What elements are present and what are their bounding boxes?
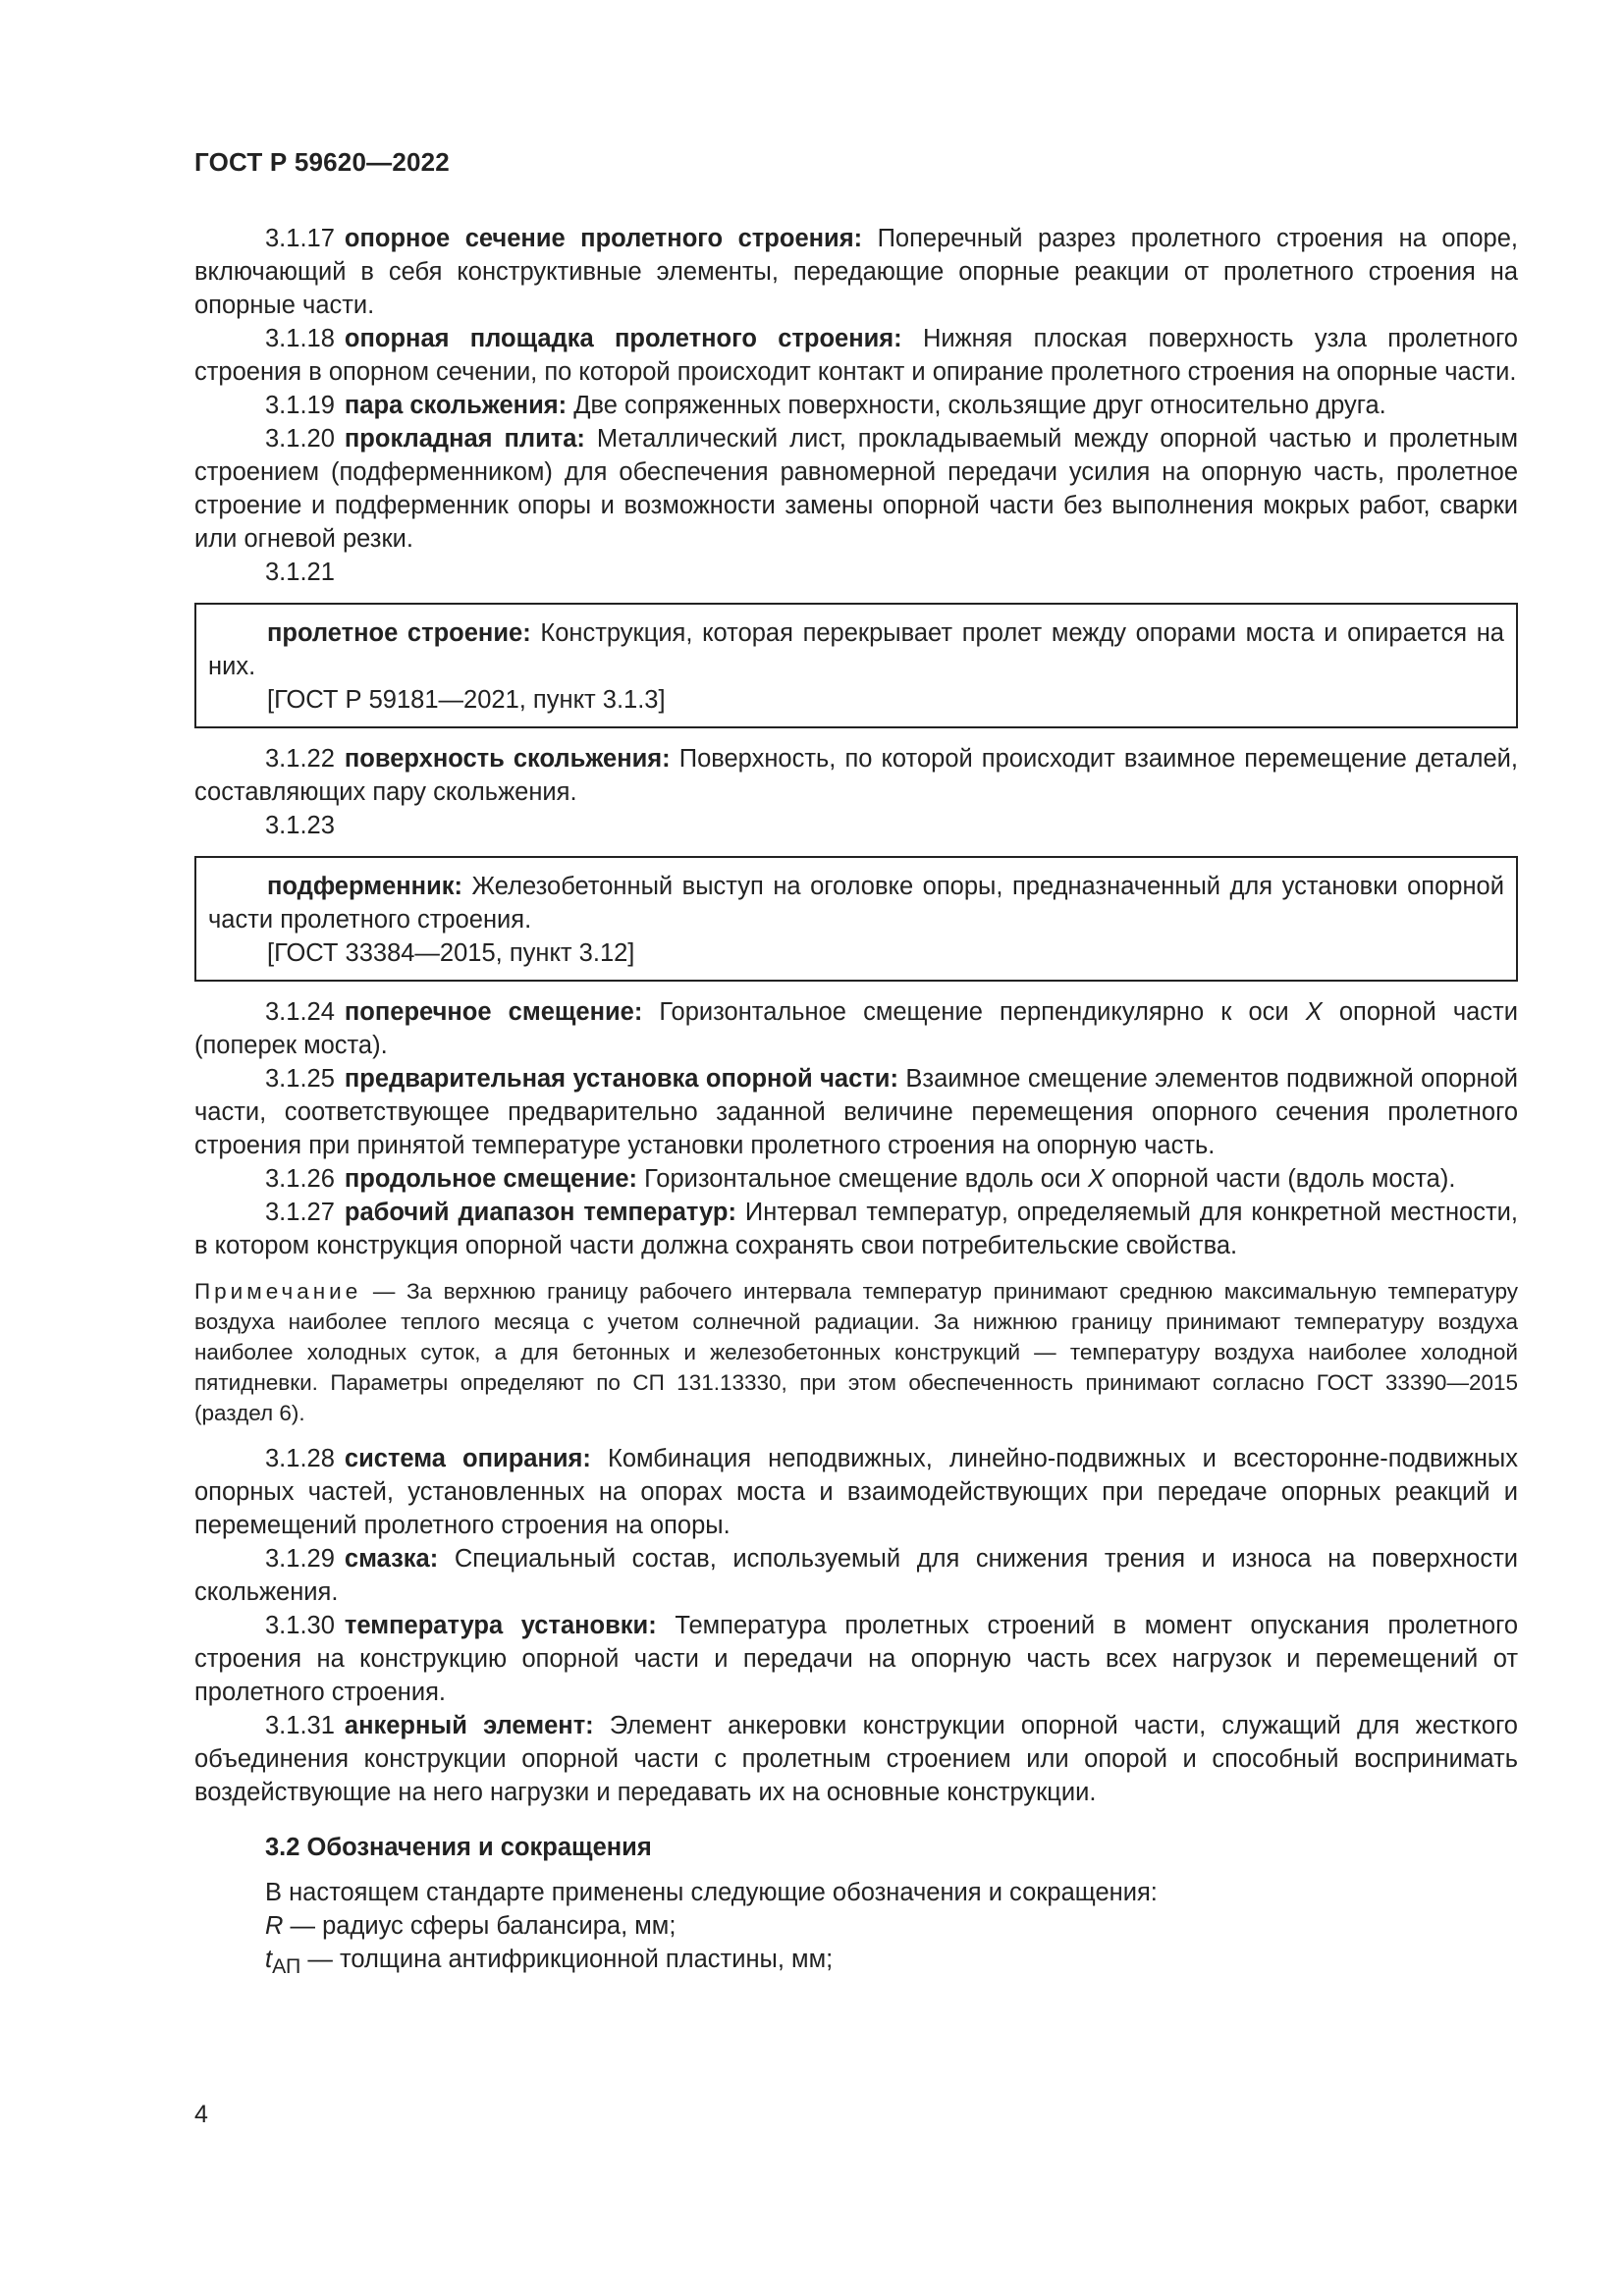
quoted-term: подферменник: Железобетонный выступ на оголовке опоры, предназначенный для установки опорной части пролетного строения. <box>208 873 1504 934</box>
quoted-term-box <box>194 603 1518 728</box>
term-entry: 3.1.30 температура установки: Температура пролетных строений в момент опускания пролетного строения на конструкцию опорной части и передачи на опорную часть всех нагрузок и перемещений от пролетного строения. <box>194 1612 1519 1706</box>
quoted-term-box <box>194 856 1518 982</box>
term-number: 3.1.21 <box>265 559 335 586</box>
term-number: 3.1.23 <box>265 812 335 839</box>
symbol-entry: R — радиус сферы балансира, мм; <box>265 1912 677 1940</box>
term-source: [ГОСТ 33384—2015, пункт 3.12] <box>267 939 635 967</box>
note-label: Примечание <box>194 1279 362 1304</box>
section-heading: 3.2 Обозначения и сокращения <box>265 1834 652 1861</box>
note-text: — За верхнюю границу рабочего интервала температур принимают среднюю максимальную температуру воздуха наиболее теплого месяца с учетом солнечной радиации. За нижнюю границу принимают температуру воздуха наиболее холодных суток, а для бетонных и железобетонных конструкций — температуру воздуха наиболее холодной пятидневки. Параметры определяют по СП 131.13330, при этом обеспеченность принимают согласно ГОСТ 33390—2015 (раздел 6). <box>194 1279 1518 1425</box>
term-source: [ГОСТ Р 59181—2021, пункт 3.1.3] <box>267 686 666 714</box>
term-entry: 3.1.18 опорная площадка пролетного строения: Нижняя плоская поверхность узла пролетного строения в опорном сечении, по которой происходит контакт и опирание пролетного строения на опорные части. <box>194 325 1518 386</box>
term-entry: 3.1.25 предварительная установка опорной части: Взаимное смещение элементов подвижной опорной части, соответствующее предварительно заданной величине перемещения опорного сечения пролетного строения при принятой температуре установки пролетного строения на опорную часть. <box>194 1065 1518 1159</box>
term-entry: 3.1.28 система опирания: Комбинация неподвижных, линейно-подвижных и всесторонне-подвижных опорных частей, установленных на опорах моста и взаимодействующих при передаче опорных реакций и перемещений пролетного строения на опоры. <box>194 1445 1519 1539</box>
term-entry: 3.1.27 рабочий диапазон температур: Интервал температур, определяемый для конкретной местности, в котором конструкция опорной части должна сохранять свои потребительские свойства. <box>194 1199 1519 1259</box>
quoted-term: пролетное строение: Конструкция, которая перекрывает пролет между опорами моста и опирается на них. <box>208 619 1504 680</box>
term-entry: 3.1.26 продольное смещение: Горизонтальное смещение вдоль оси X опорной части (вдоль моста). <box>265 1165 1456 1193</box>
term-entry: 3.1.20 прокладная плита: Металлический лист, прокладываемый между опорной частью и пролетным строением (подферменником) для обеспечения равномерной передачи усилия на опорную часть, пролетное строение и подферменник опоры и возможности замены опорной части без выполнения мокрых работ, сварки или огневой резки. <box>194 425 1518 553</box>
document-header: ГОСТ Р 59620—2022 <box>194 147 450 177</box>
term-entry: 3.1.29 смазка: Специальный состав, используемый для снижения трения и износа на поверхности скольжения. <box>194 1545 1518 1606</box>
note <box>194 1276 1518 1428</box>
symbol-entry: $t_{АП}$ — толщина антифрикционной пластины, мм; <box>265 1946 834 1979</box>
document-body <box>194 222 1518 1983</box>
term-entry: 3.1.22 поверхность скольжения: Поверхность, по которой происходит взаимное перемещение деталей, составляющих пару скольжения. <box>194 745 1518 806</box>
term-entry: 3.1.17 опорное сечение пролетного строения: Поперечный разрез пролетного строения на опоре, включающий в себя конструктивные элементы, передающие опорные реакции от пролетного строения на опорные части. <box>194 225 1518 319</box>
page-number: 4 <box>194 2101 208 2128</box>
term-entry: 3.1.19 пара скольжения: Две сопряженных поверхности, скользящие друг относительно друга. <box>265 392 1386 419</box>
section-intro: В настоящем стандарте применены следующие обозначения и сокращения: <box>265 1879 1158 1906</box>
term-entry: 3.1.31 анкерный элемент: Элемент анкеровки конструкции опорной части, служащий для жесткого объединения конструкции опорной части с пролетным строением или опорой и способный воспринимать воздействующие на него нагрузки и передавать их на основные конструкции. <box>194 1712 1518 1806</box>
term-entry: 3.1.24 поперечное смещение: Горизонтальное смещение перпендикулярно к оси X опорной части (поперек моста). <box>194 998 1518 1059</box>
